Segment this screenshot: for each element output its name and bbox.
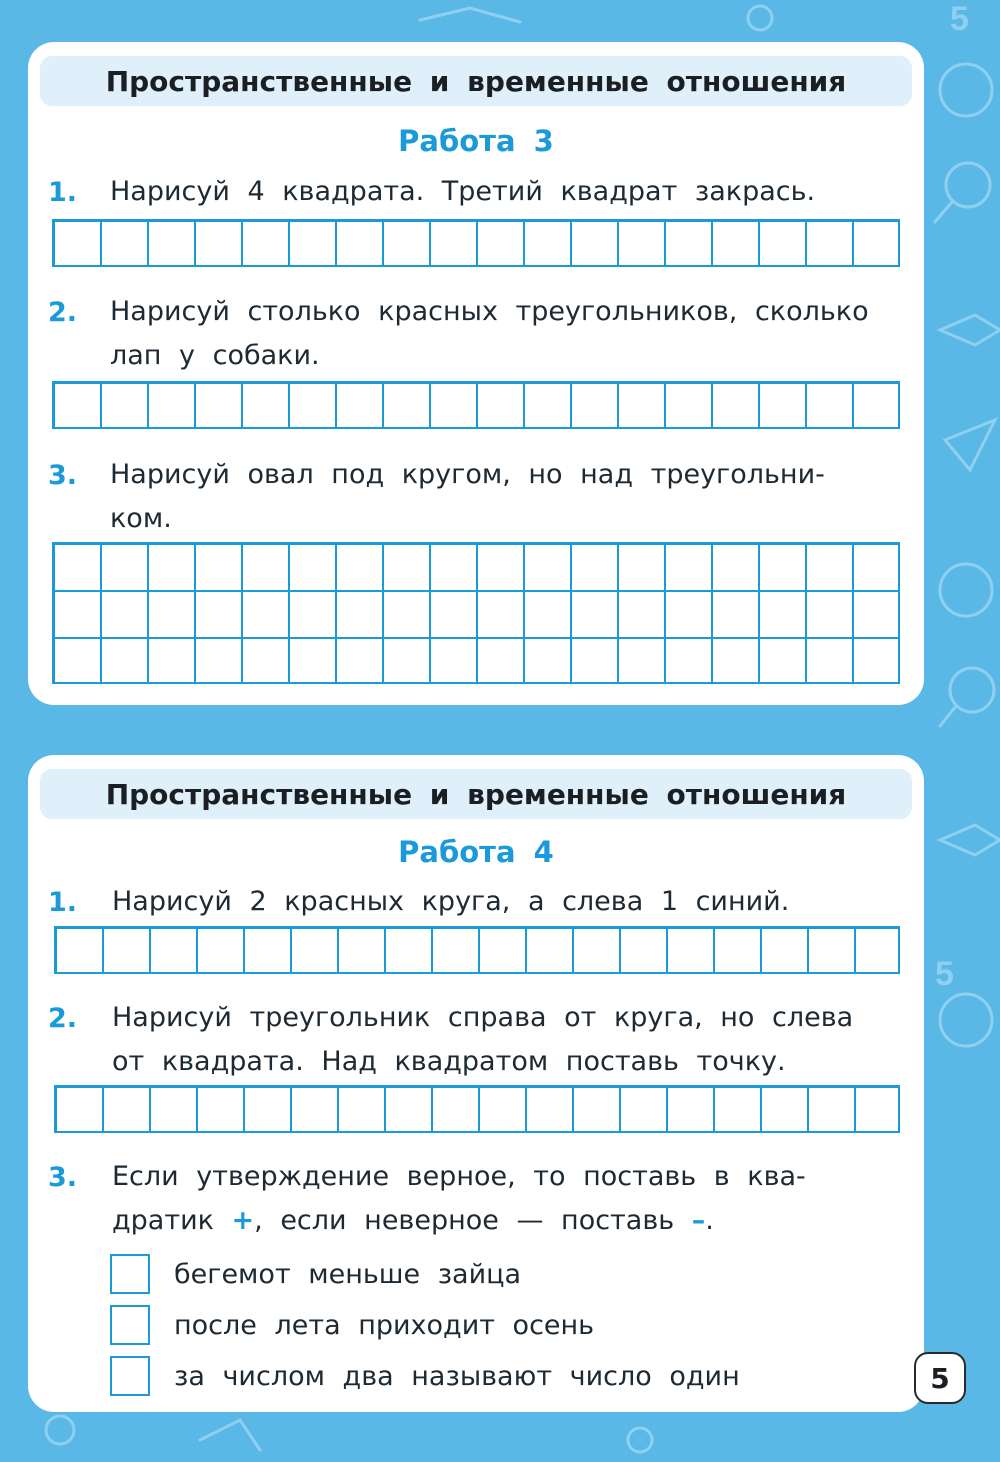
statement-row [110,1252,521,1296]
answer-checkbox[interactable] [110,1305,150,1345]
drawing-grid[interactable] [52,542,900,684]
answer-grid[interactable] [54,926,900,974]
paper-plane-icon [945,420,995,470]
task-text: Нарисуй 4 квадрата. Третий квадрат закрась. [110,176,816,207]
statement-text: бегемот меньше зайца [174,1258,522,1290]
task-number: 1. [48,887,78,918]
svg-text:5: 5 [935,955,954,993]
graduation-cap-icon [940,825,1000,855]
task-text: Если утверждение верное, то поставь в ква- дратик +, если неверное — поставь –. [112,1161,806,1236]
task-text: Нарисуй овал под кругом, но над треугольни- ком. [110,459,825,534]
task-text: Нарисуй треугольник справа от круга, но слева от квадрата. Над квадратом поставь точку. [112,1002,854,1077]
answer-checkbox[interactable] [110,1254,150,1294]
task-number: 1. [48,177,78,208]
a-plus-icon [940,564,992,616]
answer-grid[interactable] [52,381,900,429]
graduation-cap-icon [940,315,1000,345]
section-title: Пространственные и временные отношения [40,56,912,106]
work-3-card [28,42,924,705]
work-title: Работа 4 [398,835,554,869]
svg-text:5: 5 [950,0,969,38]
work-title: Работа 3 [398,124,554,158]
section-title: Пространственные и временные отношения [40,769,912,819]
statement-text: после лета приходит осень [174,1309,595,1341]
a-plus-icon [940,64,992,116]
answer-grid[interactable] [54,1085,900,1133]
task-number: 2. [48,1003,78,1034]
work-4-card [28,755,924,1412]
minus-sign: – [691,1205,706,1236]
page-number: 5 [914,1352,966,1404]
statement-text: за числом два называют число один [174,1360,740,1392]
answer-grid[interactable] [52,219,900,267]
plus-sign: + [231,1205,255,1236]
task-text: Нарисуй столько красных треугольников, сколько лап у собаки. [110,296,869,371]
task-number: 2. [48,297,78,328]
magnifier-icon [946,163,990,207]
task-number: 3. [48,460,78,491]
statement-row [110,1354,740,1398]
statement-row [110,1303,594,1347]
answer-checkbox[interactable] [110,1356,150,1396]
task-text: Нарисуй 2 красных круга, а слева 1 синий. [112,886,790,917]
a-plus-icon [940,994,992,1046]
task-number: 3. [48,1162,78,1193]
